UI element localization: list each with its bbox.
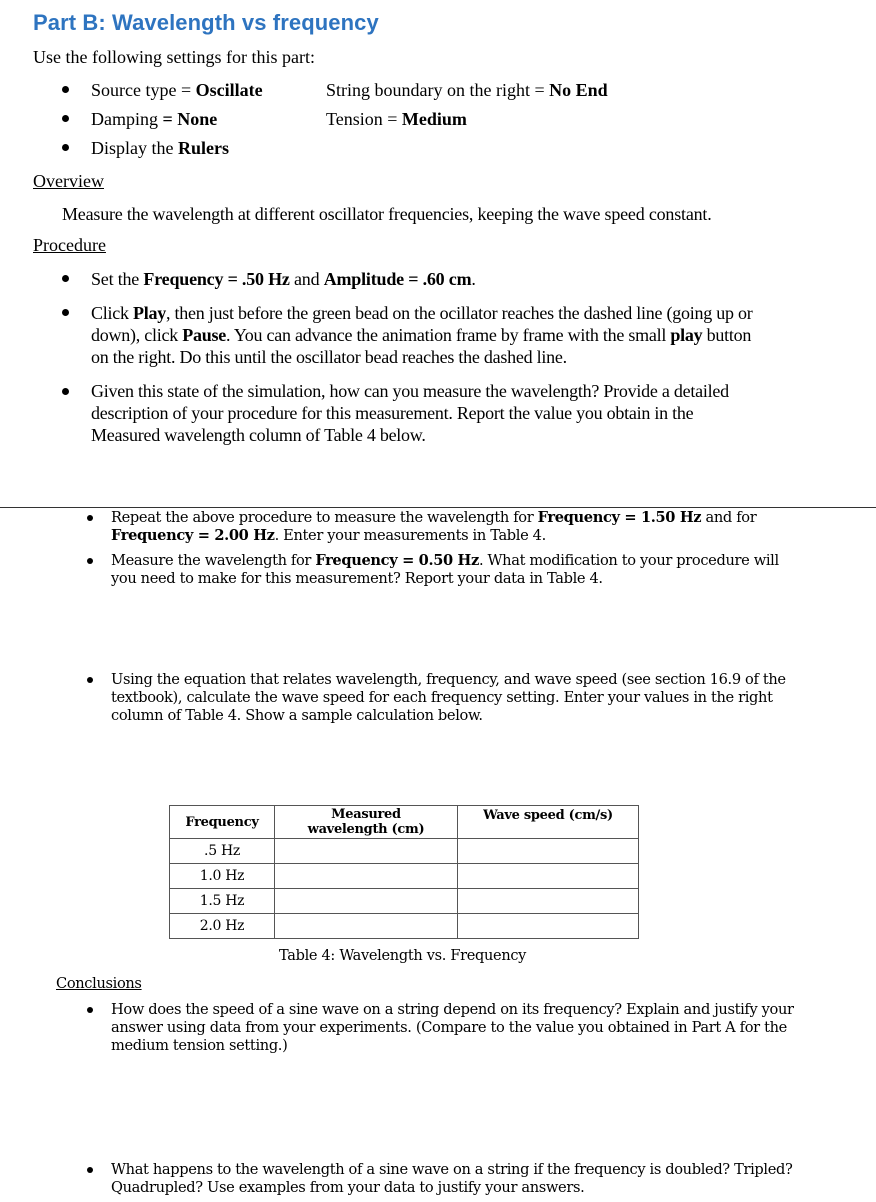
setting-tension: Tension = Medium: [326, 109, 467, 129]
conclusions-heading: Conclusions: [56, 975, 142, 992]
table-caption: Table 4: Wavelength vs. Frequency: [279, 948, 527, 964]
procedure-step-3: Given this state of the simulation, how can you measure the wavelength? Provide a detailed description of your procedure for this measurement. Report the value you obtain in the Measured wavelength column of Table 4 below.: [91, 381, 729, 445]
overview-text: Measure the wavelength at different oscillator frequencies, keeping the wave speed constant.: [62, 204, 712, 224]
page-title: Part B: Wavelength vs frequency: [33, 10, 379, 35]
table-row: [170, 914, 639, 939]
bullet-icon: [62, 275, 69, 282]
table-row: [170, 889, 639, 914]
overview-heading: Overview: [33, 171, 104, 191]
setting-rulers: Display the Rulers: [91, 138, 229, 158]
cell-frequency: 1.5 Hz: [170, 889, 275, 914]
bullet-icon: [62, 388, 69, 395]
bullet-icon: [87, 515, 93, 521]
setting-string-boundary: String boundary on the right = No End: [326, 80, 608, 100]
header-frequency: Frequency: [170, 806, 275, 839]
bullet-icon: [62, 144, 69, 151]
bullet-icon: [87, 558, 93, 564]
repeat-step: Repeat the above procedure to measure the wavelength for Frequency = 1.50 Hz and for Frequency = 2.00 Hz. Enter your measurements in Table 4.: [111, 509, 757, 544]
cell-wavelength[interactable]: [275, 839, 458, 864]
table-row: [170, 864, 639, 889]
conclusion-question-2: What happens to the wavelength of a sine wave on a string if the frequency is doubled? Tripled? Quadrupled? Use examples from your data to justify your answers.: [111, 1161, 793, 1196]
bullet-icon: [87, 1167, 93, 1173]
conclusion-question-1: How does the speed of a sine wave on a string depend on its frequency? Explain and justify your answer using data from your experiments. (Compare to the value you obtained in Part A for the medium tension setting.): [111, 1001, 794, 1054]
cell-wavelength[interactable]: [275, 914, 458, 939]
bullet-icon: [87, 677, 93, 683]
setting-source-type: Source type = Oscillate: [91, 80, 263, 100]
bullet-icon: [62, 309, 69, 316]
intro-text: Use the following settings for this part:: [33, 47, 315, 67]
cell-speed[interactable]: [458, 839, 639, 864]
procedure-heading: Procedure: [33, 235, 106, 255]
table-row: [170, 839, 639, 864]
cell-wavelength[interactable]: [275, 864, 458, 889]
bullet-icon: [87, 1007, 93, 1013]
setting-damping: Damping = None: [91, 109, 218, 129]
cell-speed[interactable]: [458, 914, 639, 939]
header-measured-wavelength: Measured wavelength (cm): [275, 806, 458, 839]
cell-frequency: 2.0 Hz: [170, 914, 275, 939]
cell-wavelength[interactable]: [275, 889, 458, 914]
table-header-row: [170, 806, 639, 839]
bullet-icon: [62, 115, 69, 122]
bullet-icon: [62, 86, 69, 93]
cell-speed[interactable]: [458, 889, 639, 914]
header-wave-speed: Wave speed (cm/s): [458, 806, 639, 839]
cell-frequency: 1.0 Hz: [170, 864, 275, 889]
measure-step: Measure the wavelength for Frequency = 0.50 Hz. What modification to your procedure will you need to make for this measurement? Report your data in Table 4.: [111, 552, 779, 587]
page-divider: [0, 507, 876, 508]
cell-speed[interactable]: [458, 864, 639, 889]
table-4: [169, 805, 639, 939]
procedure-step-1: Set the Frequency = .50 Hz and Amplitude = .60 cm.: [91, 269, 476, 289]
cell-frequency: .5 Hz: [170, 839, 275, 864]
procedure-step-2: Click Play, then just before the green bead on the ocillator reaches the dashed line (going up or down), click Pause. You can advance the animation frame by frame with the small play button on the right. Do this until the oscillator bead reaches the dashed line.: [91, 303, 753, 367]
equation-step: Using the equation that relates wavelength, frequency, and wave speed (see section 16.9 of the textbook), calculate the wave speed for each frequency setting. Enter your values in the right column of Table 4. Show a sample calculation below.: [111, 671, 786, 724]
